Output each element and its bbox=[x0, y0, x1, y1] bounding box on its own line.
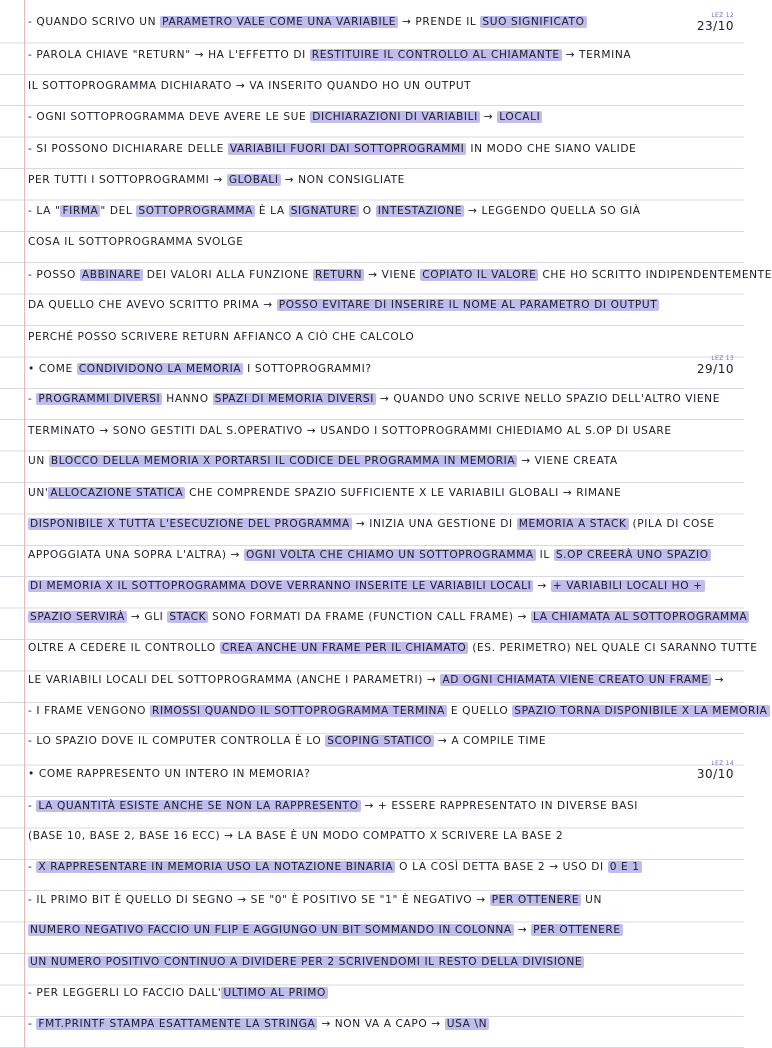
note-text: IL SOTTOPROGRAMMA DICHIARATO → VA INSERITO QUANDO HO UN OUTPUT bbox=[28, 80, 472, 92]
highlighted-text: POSSO EVITARE DI INSERIRE IL NOME AL PARAMETRO DI OUTPUT bbox=[278, 299, 658, 311]
note-text: DA QUELLO CHE AVEVO SCRITTO PRIMA → bbox=[28, 299, 277, 311]
highlighted-text: LOCALI bbox=[499, 111, 541, 123]
highlighted-text: PARAMETRO VALE COME UNA VARIABILE bbox=[162, 16, 396, 28]
note-line bbox=[28, 452, 738, 470]
highlighted-text: SCOPING STATICO bbox=[327, 735, 432, 747]
note-line bbox=[28, 577, 738, 595]
note-text: → INIZIA UNA GESTIONE DI bbox=[351, 518, 517, 530]
note-text: → A COMPILE TIME bbox=[433, 735, 547, 747]
note-text: - IL PRIMO BIT È QUELLO DI SEGNO → SE "0" È POSITIVO SE "1" È NEGATIVO → bbox=[28, 894, 490, 906]
highlighted-text: + VARIABILI LOCALI HO + bbox=[552, 580, 703, 592]
note-line bbox=[28, 46, 738, 64]
note-text: COSA IL SOTTOPROGRAMMA SVOLGE bbox=[28, 236, 244, 248]
highlighted-text: PER OTTENERE bbox=[491, 894, 580, 906]
note-text: - bbox=[28, 393, 37, 405]
note-line bbox=[28, 953, 738, 971]
highlighted-text: GLOBALI bbox=[228, 174, 279, 186]
lesson-tag: LEZ 13 bbox=[711, 355, 734, 362]
note-text: - OGNI SOTTOPROGRAMMA DEVE AVERE LE SUE bbox=[28, 111, 311, 123]
note-line bbox=[28, 891, 738, 909]
note-line bbox=[28, 422, 738, 440]
note-text: - I FRAME VENGONO bbox=[28, 705, 150, 717]
note-text: • COME RAPPRESENTO UN INTERO IN MEMORIA? bbox=[28, 768, 311, 780]
note-text: È LA bbox=[254, 205, 289, 217]
note-text: → bbox=[479, 111, 498, 123]
note-text: OLTRE A CEDERE IL CONTROLLO bbox=[28, 642, 220, 654]
note-line bbox=[28, 77, 738, 95]
highlighted-text: PER OTTENERE bbox=[533, 924, 621, 936]
note-text: → bbox=[710, 674, 725, 686]
note-line bbox=[28, 797, 738, 815]
note-line bbox=[28, 671, 738, 689]
highlighted-text: UN NUMERO POSITIVO CONTINUO A DIVIDERE PER 2 SCRIVENDOMI IL RESTO DELLA DIVISIONE bbox=[30, 956, 583, 968]
highlighted-text: DICHIARAZIONI DI VARIABILI bbox=[312, 111, 478, 123]
note-text: - bbox=[28, 800, 37, 812]
note-text: → NON VA A CAPO → bbox=[317, 1018, 445, 1030]
highlighted-text: DISPONIBILE X TUTTA L'ESECUZIONE DEL PROGRAMMA bbox=[30, 518, 350, 530]
note-text: → NON CONSIGLIATE bbox=[280, 174, 405, 186]
lesson-date: 29/10 bbox=[696, 362, 734, 376]
lesson-date-marker bbox=[697, 12, 734, 33]
highlighted-text: AD OGNI CHIAMATA VIENE CREATO UN FRAME bbox=[442, 674, 709, 686]
note-line bbox=[28, 202, 738, 220]
note-text: → LEGGENDO QUELLA SO GIÀ bbox=[464, 205, 641, 217]
note-text: → GLI bbox=[126, 611, 168, 623]
highlighted-text: OGNI VOLTA CHE CHIAMO UN SOTTOPROGRAMMA bbox=[245, 549, 534, 561]
note-line bbox=[28, 765, 674, 783]
note-line bbox=[28, 1015, 738, 1033]
note-text: - LO SPAZIO DOVE IL COMPUTER CONTROLLA È LO bbox=[28, 735, 326, 747]
note-text: → PRENDE IL bbox=[398, 16, 481, 28]
note-line bbox=[28, 390, 738, 408]
note-line bbox=[28, 328, 738, 346]
note-line bbox=[28, 296, 738, 314]
highlighted-text: RESTITUIRE IL CONTROLLO AL CHIAMANTE bbox=[311, 49, 560, 61]
highlighted-text: LA QUANTITÀ ESISTE ANCHE SE NON LA RAPPRESENTO bbox=[38, 800, 359, 812]
note-line bbox=[28, 732, 738, 750]
lesson-date-marker bbox=[697, 355, 734, 376]
highlighted-text: DI MEMORIA X IL SOTTOPROGRAMMA DOVE VERRANNO INSERITE LE VARIABILI LOCALI bbox=[30, 580, 532, 592]
note-text: → bbox=[513, 924, 532, 936]
highlighted-text: FIRMA bbox=[62, 205, 99, 217]
lesson-date-marker bbox=[697, 760, 734, 781]
note-text: UN bbox=[28, 455, 49, 467]
highlighted-text: MEMORIA A STACK bbox=[518, 518, 627, 530]
note-text: APPOGGIATA UNA SOPRA L'ALTRA) → bbox=[28, 549, 244, 561]
highlighted-text: VARIABILI FUORI DAI SOTTOPROGRAMMI bbox=[229, 143, 465, 155]
note-text: " DEL bbox=[100, 205, 137, 217]
highlighted-text: 0 E 1 bbox=[609, 861, 640, 873]
note-text: PER TUTTI I SOTTOPROGRAMMI → bbox=[28, 174, 227, 186]
note-text: (PILA DI COSE bbox=[628, 518, 715, 530]
note-text: I SOTTOPROGRAMMI? bbox=[243, 363, 372, 375]
highlighted-text: SPAZIO SERVIRÀ bbox=[30, 611, 125, 623]
note-text: - QUANDO SCRIVO UN bbox=[28, 16, 161, 28]
highlighted-text: SPAZIO TORNA DISPONIBILE X LA MEMORIA bbox=[514, 705, 768, 717]
note-text: → VIENE bbox=[364, 269, 421, 281]
note-text: LE VARIABILI LOCALI DEL SOTTOPROGRAMMA (ANCHE I PARAMETRI) → bbox=[28, 674, 441, 686]
note-line bbox=[28, 233, 738, 251]
margin-line bbox=[24, 0, 25, 1048]
note-line bbox=[28, 827, 738, 845]
note-text: O LA COSÌ DETTA BASE 2 → USO DI bbox=[395, 861, 608, 873]
note-line bbox=[28, 921, 738, 939]
highlighted-text: ULTIMO AL PRIMO bbox=[223, 987, 326, 999]
highlighted-text: STACK bbox=[169, 611, 207, 623]
note-text: IL bbox=[535, 549, 554, 561]
note-text: E QUELLO bbox=[446, 705, 513, 717]
note-text: UN' bbox=[28, 487, 49, 499]
note-text: - PAROLA CHIAVE "RETURN" → HA L'EFFETTO DI bbox=[28, 49, 310, 61]
note-text: - LA " bbox=[28, 205, 61, 217]
note-text: CHE COMPRENDE SPAZIO SUFFICIENTE X LE VARIABILI GLOBALI → RIMANE bbox=[185, 487, 622, 499]
highlighted-text: ALLOCAZIONE STATICA bbox=[50, 487, 184, 499]
highlighted-text: SOTTOPROGRAMMA bbox=[138, 205, 253, 217]
highlighted-text: LA CHIAMATA AL SOTTOPROGRAMMA bbox=[532, 611, 748, 623]
highlighted-text: CONDIVIDONO LA MEMORIA bbox=[78, 363, 242, 375]
note-text: - bbox=[28, 1018, 37, 1030]
note-text: - bbox=[28, 861, 37, 873]
note-text: • COME bbox=[28, 363, 77, 375]
note-line bbox=[28, 608, 748, 626]
highlighted-text: NUMERO NEGATIVO FACCIO UN FLIP E AGGIUNGO UN BIT SOMMANDO IN COLONNA bbox=[30, 924, 512, 936]
note-text: - POSSO bbox=[28, 269, 80, 281]
note-line bbox=[28, 140, 738, 158]
lesson-tag: LEZ 14 bbox=[711, 760, 734, 767]
note-line bbox=[28, 266, 772, 284]
note-text: CHE HO SCRITTO INDIPENDENTEMENTE bbox=[538, 269, 772, 281]
note-text: → + ESSERE RAPPRESENTATO IN DIVERSE BASI bbox=[360, 800, 638, 812]
note-text: - PER LEGGERLI LO FACCIO DALL' bbox=[28, 987, 222, 999]
note-text: PERCHÉ POSSO SCRIVERE RETURN AFFIANCO A CIÒ CHE CALCOLO bbox=[28, 331, 415, 343]
note-line bbox=[28, 639, 758, 657]
highlighted-text: COPIATO IL VALORE bbox=[422, 269, 537, 281]
highlighted-text: X RAPPRESENTARE IN MEMORIA USO LA NOTAZIONE BINARIA bbox=[38, 861, 394, 873]
note-text: HANNO bbox=[162, 393, 213, 405]
note-text: IN MODO CHE SIANO VALIDE bbox=[466, 143, 637, 155]
note-text: → TERMINA bbox=[561, 49, 632, 61]
note-line bbox=[28, 360, 674, 378]
note-text: - SI POSSONO DICHIARARE DELLE bbox=[28, 143, 228, 155]
highlighted-text: USA \N bbox=[446, 1018, 488, 1030]
highlighted-text: SIGNATURE bbox=[290, 205, 357, 217]
lesson-date: 30/10 bbox=[696, 767, 734, 781]
note-line bbox=[28, 984, 738, 1002]
note-text: UN bbox=[581, 894, 603, 906]
note-line bbox=[28, 515, 738, 533]
highlighted-text: SPAZI DI MEMORIA DIVERSI bbox=[214, 393, 374, 405]
note-text: (BASE 10, BASE 2, BASE 16 ECC) → LA BASE È UN MODO COMPATTO X SCRIVERE LA BASE 2 bbox=[28, 830, 564, 842]
note-text: DEI VALORI ALLA FUNZIONE bbox=[142, 269, 314, 281]
highlighted-text: ABBINARE bbox=[81, 269, 141, 281]
note-line bbox=[28, 484, 738, 502]
note-line bbox=[28, 702, 768, 720]
highlighted-text: INTESTAZIONE bbox=[377, 205, 463, 217]
note-text: → VIENE CREATA bbox=[517, 455, 618, 467]
highlighted-text: RETURN bbox=[315, 269, 363, 281]
note-text: → QUANDO UNO SCRIVE NELLO SPAZIO DELL'ALTRO VIENE bbox=[375, 393, 720, 405]
lesson-tag: LEZ 12 bbox=[711, 12, 734, 19]
note-line bbox=[28, 13, 674, 31]
note-text: (ES. PERIMETRO) NEL QUALE CI SARANNO TUTTE bbox=[468, 642, 758, 654]
highlighted-text: PROGRAMMI DIVERSI bbox=[38, 393, 161, 405]
note-text: → bbox=[533, 580, 551, 592]
note-text: O bbox=[358, 205, 376, 217]
highlighted-text: CREA ANCHE UN FRAME PER IL CHIAMATO bbox=[221, 642, 467, 654]
note-line bbox=[28, 858, 738, 876]
highlighted-text: S.OP CREERÀ UNO SPAZIO bbox=[555, 549, 709, 561]
highlighted-text: FMT.PRINTF STAMPA ESATTAMENTE LA STRINGA bbox=[38, 1018, 316, 1030]
note-text: TERMINATO → SONO GESTITI DAL S.OPERATIVO → USANDO I SOTTOPROGRAMMI CHIEDIAMO AL S.OP DI USARE bbox=[28, 425, 672, 437]
note-text: SONO FORMATI DA FRAME (FUNCTION CALL FRAME) → bbox=[208, 611, 531, 623]
highlighted-text: BLOCCO DELLA MEMORIA X PORTARSI IL CODICE DEL PROGRAMMA IN MEMORIA bbox=[50, 455, 516, 467]
note-line bbox=[28, 171, 738, 189]
highlighted-text: RIMOSSI QUANDO IL SOTTOPROGRAMMA TERMINA bbox=[152, 705, 445, 717]
note-line bbox=[28, 108, 738, 126]
highlighted-text: SUO SIGNIFICATO bbox=[482, 16, 585, 28]
lesson-date: 23/10 bbox=[696, 19, 734, 33]
note-line bbox=[28, 546, 738, 564]
